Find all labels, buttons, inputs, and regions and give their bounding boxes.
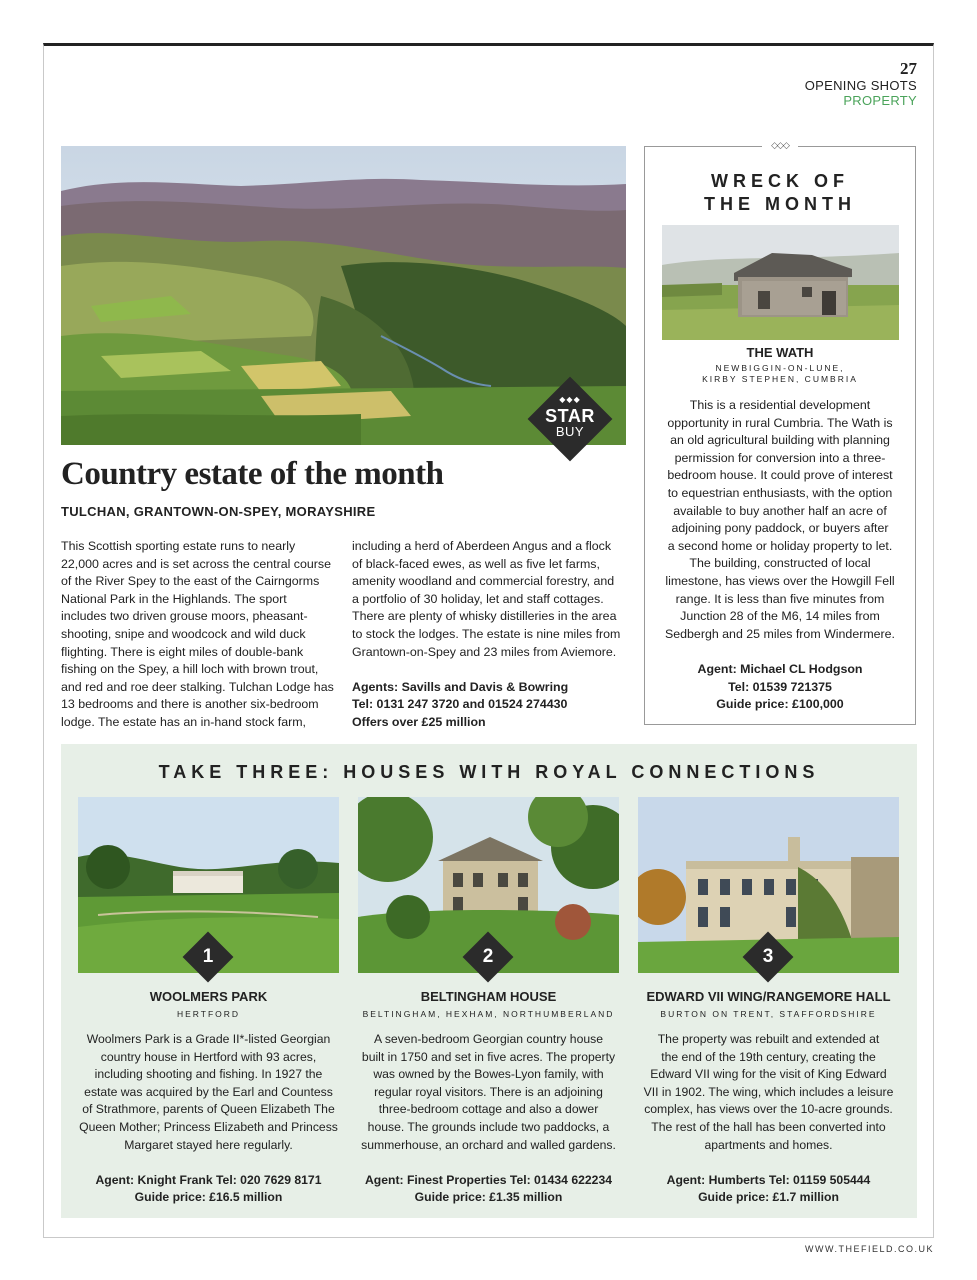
house-agent-block	[636, 1172, 901, 1207]
body-line: The rest of the hall has been converted into	[651, 1119, 886, 1134]
body-line: apartments and homes.	[704, 1137, 833, 1152]
body-line: Woolmers Park is a Grade II*-listed Georgian	[86, 1032, 331, 1046]
house-location: HERTFORD	[176, 1009, 241, 1019]
body-line: Queen Mother; Princess Elizabeth and Princess	[79, 1119, 338, 1134]
take-three-title: TAKE THREE: HOUSES WITH ROYAL CONNECTIONS	[158, 762, 820, 782]
wreck-title-line-2: THE MONTH	[704, 194, 856, 214]
main-body-column-1	[61, 538, 339, 732]
body-line: complex, has views over the 10-acre grounds.	[644, 1102, 893, 1117]
badge-ornament: ◆◆◆	[559, 395, 581, 404]
body-line: country house in Hertford with 93 acres,	[100, 1049, 317, 1064]
body-line: lodge. The estate has an in-hand stock farm,	[61, 714, 306, 729]
body-line: amenity woodland and commercial forestry, and	[352, 574, 615, 589]
house-number: 2	[482, 946, 494, 967]
body-line: the end of the 19th century, creating the	[661, 1049, 876, 1064]
house-agent: Agent: Knight Frank Tel: 020 7629 8171	[95, 1172, 322, 1187]
body-line: an old agricultural building with planning	[670, 433, 890, 448]
body-line: available to buy another half an acre of	[673, 503, 887, 518]
house-number-badge	[183, 932, 233, 982]
house-number-badge	[743, 932, 793, 982]
wreck-price: Guide price: £100,000	[716, 697, 844, 712]
house-agent-block	[76, 1172, 341, 1207]
body-line: adjoining pony paddock, or buyers after	[671, 521, 889, 536]
house-name: BELTINGHAM HOUSE	[420, 989, 557, 1004]
house-number: 3	[762, 946, 774, 967]
body-line: Margaret stayed here regularly.	[124, 1137, 293, 1152]
body-line: was owned by the Bowes-Lyon family, with	[373, 1067, 604, 1082]
wreck-title-line-1: WRECK OF	[711, 171, 849, 191]
body-line: shooting, snipe and woodcock and wild duck	[61, 626, 306, 641]
wreck-location	[644, 363, 916, 385]
body-line: VII in 1902. The wing, which includes a leisure	[643, 1084, 894, 1099]
body-line: built in 1750 and set in five acres. The property	[361, 1049, 616, 1064]
wreck-location-line-2: KIRBY STEPHEN, CUMBRIA	[702, 374, 858, 384]
wreck-ornament: ◇◇◇	[762, 139, 798, 151]
body-line: includes two driven grouse moors, pheasant-	[61, 609, 308, 624]
body-line: of Strathmore, parents of Queen Elizabeth The	[82, 1102, 335, 1117]
main-body-column-2	[352, 538, 627, 732]
wreck-title	[644, 170, 916, 216]
house-price: Guide price: £1.35 million	[414, 1190, 563, 1205]
section-label: OPENING SHOTS	[804, 78, 917, 93]
badge-buy-text: BUY	[555, 424, 585, 439]
body-line: 13 bedrooms and there is another six-bedroom	[61, 697, 319, 712]
body-line: to equestrian enthusiasts, with the option	[667, 485, 893, 500]
body-line: opportunity in rural Cumbria. The Wath is	[667, 415, 893, 430]
wreck-agent-block	[656, 661, 904, 714]
wreck-tel: Tel: 01539 721375	[728, 679, 832, 694]
house-name: WOOLMERS PARK	[149, 989, 268, 1004]
footer-url[interactable]: WWW.THEFIELD.CO.UK	[805, 1244, 934, 1254]
body-line: range. It is less than five minutes from	[675, 591, 885, 606]
body-line: 22,000 acres and is set across the central course	[61, 556, 331, 571]
wreck-barn-image	[662, 225, 899, 340]
house-description	[636, 1031, 901, 1207]
body-line: regular royal visitors. There is an adjoining	[374, 1084, 603, 1099]
body-line: estate was acquired by the Earl and Countess	[84, 1084, 333, 1099]
main-feature-location: TULCHAN, GRANTOWN-ON-SPEY, MORAYSHIRE	[61, 504, 376, 519]
body-line: including a herd of Aberdeen Angus and a flock	[352, 539, 612, 553]
body-line: This is a residential development	[689, 398, 871, 412]
wreck-property-name: THE WATH	[746, 345, 814, 360]
body-line: permission for conversion into a three-	[674, 450, 886, 465]
house-agent: Agent: Finest Properties Tel: 01434 622234	[364, 1172, 612, 1187]
page-header	[805, 60, 917, 108]
body-line: house. The grounds include two paddocks, a	[367, 1119, 610, 1134]
main-agents: Agents: Savills and Davis & Bowring	[352, 679, 569, 694]
body-line: There are plenty of whisky distilleries in the area	[352, 609, 617, 624]
house-price: Guide price: £16.5 million	[134, 1190, 283, 1205]
house-price: Guide price: £1.7 million	[698, 1190, 839, 1205]
house-location: BURTON ON TRENT, STAFFORDSHIRE	[660, 1009, 877, 1019]
body-line: including shooting and fishing. In 1927 the	[94, 1067, 323, 1082]
body-line: a second home or holiday property to let.	[667, 538, 893, 553]
body-line: and red and roe deer stalking. Tulchan Lodge has	[61, 679, 334, 694]
star-buy-badge	[528, 377, 612, 461]
subsection-label: PROPERTY	[843, 93, 917, 108]
body-line: to stock the lodges. The estate is nine miles from	[352, 626, 621, 641]
body-line: Edward VII wing for the visit of King Edward	[650, 1067, 887, 1082]
house-name: EDWARD VII WING/RANGEMORE HALL	[646, 989, 891, 1004]
house-location: BELTINGHAM, HEXHAM, NORTHUMBERLAND	[362, 1009, 615, 1019]
body-line: Junction 28 of the M6, 14 miles from	[680, 609, 880, 624]
body-line: flighting. There is eight miles of double-bank	[61, 644, 304, 659]
body-line: This Scottish sporting estate runs to nearly	[61, 539, 296, 553]
house-number: 1	[202, 946, 214, 967]
house-number-badge	[463, 932, 513, 982]
body-line: The property was rebuilt and extended at	[657, 1032, 880, 1046]
body-line: Grantown-on-Spey and 23 miles from Aviemore.	[352, 644, 617, 659]
body-line: fishing on the Spey, a hill loch with brown trout,	[61, 662, 319, 677]
body-line: bedroom house. It could prove of interest	[667, 468, 893, 483]
house-description	[76, 1031, 341, 1207]
body-line: A seven-bedroom Georgian country house	[374, 1032, 603, 1046]
body-line: Sedbergh and 25 miles from Windermere.	[664, 626, 896, 641]
body-line: The building, constructed of local	[689, 556, 871, 571]
main-tel: Tel: 0131 247 3720 and 01524 274430	[352, 697, 568, 712]
house-agent: Agent: Humberts Tel: 01159 505444	[666, 1172, 871, 1187]
wreck-agent: Agent: Michael CL Hodgson	[697, 661, 863, 676]
main-agent-block	[352, 679, 627, 732]
house-description	[356, 1031, 621, 1207]
body-line: a portfolio of 30 holiday, let and staff cottages.	[352, 591, 604, 606]
house-agent-block	[356, 1172, 621, 1207]
main-feature-title: Country estate of the month	[61, 456, 444, 492]
wreck-body-text	[656, 397, 904, 714]
body-line: three-bedroom cottage and also a dower	[378, 1102, 599, 1117]
page-number: 27	[900, 59, 917, 78]
body-line: limestone, has views over the Howgill Fell	[665, 573, 895, 588]
body-line: of black-faced ewes, as well as five let farms,	[352, 556, 600, 571]
body-line: summerhouse, an orchard and walled gardens.	[361, 1137, 616, 1152]
body-line: of the River Spey to the east of the Cairngorms	[61, 574, 320, 589]
wreck-location-line-1: NEWBIGGIN-ON-LUNE,	[715, 363, 845, 373]
main-price: Offers over £25 million	[352, 714, 486, 729]
badge-star-text: STAR	[545, 406, 595, 426]
body-line: National Park in the Highlands. The sport	[61, 591, 287, 606]
